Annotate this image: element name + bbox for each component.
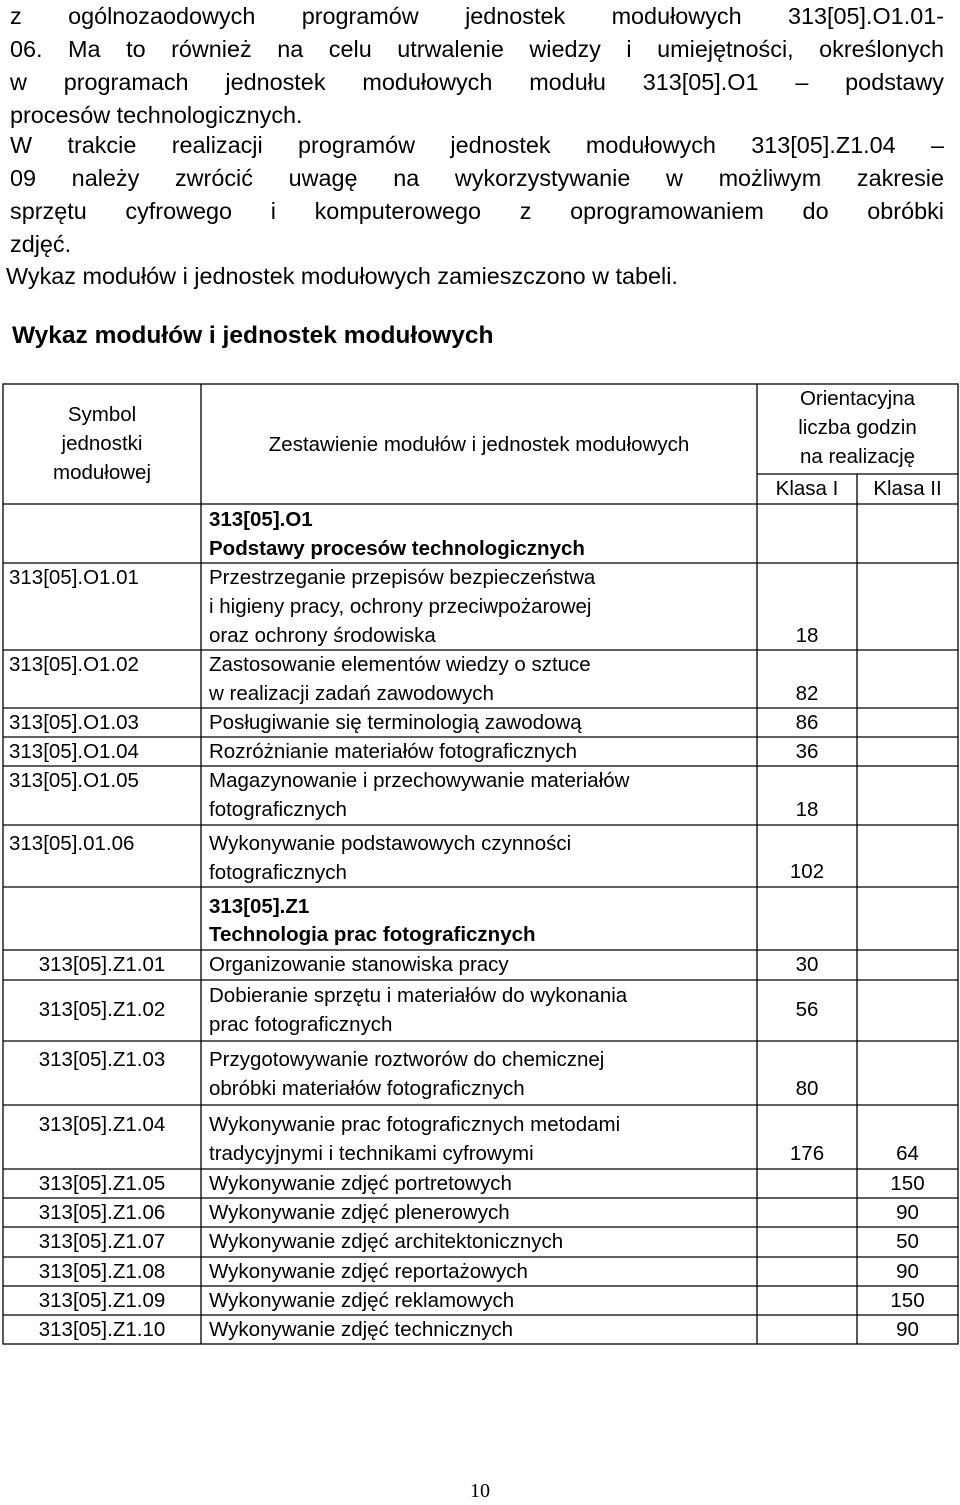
row-description-line: fotograficznych bbox=[209, 798, 347, 821]
hours-klasa-2: 90 bbox=[896, 1201, 919, 1224]
row-description-line: Przygotowywanie roztworów do chemicznej bbox=[209, 1048, 605, 1071]
row-description-line: Wykonywanie podstawowych czynności bbox=[209, 832, 572, 855]
row-description-line: Przestrzeganie przepisów bezpieczeństwa bbox=[209, 566, 596, 589]
header-orientacyjna bbox=[757, 384, 958, 471]
row-symbol: 313[05].Z1.02 bbox=[38, 998, 166, 1021]
text-line: procesów technologicznych. bbox=[10, 102, 303, 128]
hours-klasa-1: 176 bbox=[789, 1142, 825, 1165]
row-description: Rozróżnianie materiałów fotograficznych bbox=[209, 740, 578, 763]
row-description bbox=[209, 650, 591, 708]
header-klasa-2: Klasa II bbox=[873, 477, 942, 500]
intro-paragraph-2 bbox=[10, 129, 944, 261]
row-description bbox=[209, 981, 627, 1039]
row-description bbox=[209, 1045, 604, 1103]
row-description bbox=[209, 1110, 620, 1168]
hours-klasa-2: 90 bbox=[896, 1260, 919, 1283]
row-symbol: 313[05].Z1.03 bbox=[38, 1048, 166, 1071]
table-title: Wykaz modułów i jednostek modułowych bbox=[12, 322, 494, 349]
header-symbol bbox=[3, 400, 201, 487]
hours-klasa-2: 90 bbox=[896, 1318, 919, 1341]
row-symbol: 313[05].Z1.10 bbox=[38, 1318, 166, 1341]
row-description: Wykonywanie zdjęć portretowych bbox=[209, 1172, 512, 1195]
text-line: z ogólnozaodowych programów jednostek modułowych 313[05].O1.01- bbox=[10, 3, 944, 29]
intro-paragraph-3: Wykaz modułów i jednostek modułowych zamieszczono w tabeli. bbox=[6, 263, 678, 289]
row-symbol: 313[05].O1.05 bbox=[9, 769, 139, 792]
hours-klasa-1: 18 bbox=[795, 624, 819, 647]
row-description-line: Zastosowanie elementów wiedzy o sztuce bbox=[209, 653, 591, 676]
row-symbol: 313[05].Z1.05 bbox=[38, 1172, 166, 1195]
row-symbol: 313[05].Z1.07 bbox=[38, 1230, 166, 1253]
hours-klasa-1: 30 bbox=[795, 953, 819, 976]
header-line: modułowej bbox=[53, 461, 151, 484]
intro-paragraph-1 bbox=[10, 0, 944, 132]
module-name-z1: Technologia prac fotograficznych bbox=[209, 923, 536, 946]
row-description-line: Magazynowanie i przechowywanie materiałów bbox=[209, 769, 630, 792]
header-line: jednostki bbox=[61, 432, 143, 455]
text-line: w programach jednostek modułowych modułu 313[05].O1 – podstawy bbox=[10, 69, 944, 95]
module-name-o1: Podstawy procesów technologicznych bbox=[209, 537, 585, 560]
row-description: Wykonywanie zdjęć technicznych bbox=[209, 1318, 514, 1341]
row-description bbox=[209, 563, 595, 650]
header-line: na realizację bbox=[799, 445, 916, 468]
row-description-line: prac fotograficznych bbox=[209, 1013, 393, 1036]
row-description-line: obróbki materiałów fotograficznych bbox=[209, 1077, 525, 1100]
hours-klasa-1: 18 bbox=[795, 798, 819, 821]
row-description: Wykonywanie zdjęć architektonicznych bbox=[209, 1230, 564, 1253]
module-code-z1: 313[05].Z1 bbox=[209, 895, 310, 918]
hours-klasa-2: 50 bbox=[896, 1230, 919, 1253]
row-symbol: 313[05].Z1.01 bbox=[38, 953, 166, 976]
text-line: 06. Ma to również na celu utrwalenie wiedzy i umiejętności, określonych bbox=[10, 36, 944, 62]
row-description-line: Wykonywanie prac fotograficznych metodami bbox=[209, 1113, 621, 1136]
row-symbol: 313[05].O1.01 bbox=[9, 566, 139, 589]
hours-klasa-1: 56 bbox=[795, 998, 819, 1021]
text-line: W trakcie realizacji programów jednostek modułowych 313[05].Z1.04 – bbox=[10, 132, 944, 158]
text-line: sprzętu cyfrowego i komputerowego z oprogramowaniem do obróbki bbox=[10, 198, 944, 224]
module-code-o1: 313[05].O1 bbox=[209, 508, 313, 531]
row-symbol: 313[05].O1.03 bbox=[9, 711, 139, 734]
row-description: Posługiwanie się terminologią zawodową bbox=[209, 711, 582, 734]
row-description: Wykonywanie zdjęć reklamowych bbox=[209, 1289, 515, 1312]
hours-klasa-2: 64 bbox=[896, 1142, 919, 1165]
row-description-line: tradycyjnymi i technikami cyfrowymi bbox=[209, 1142, 534, 1165]
row-symbol: 313[05].O1.04 bbox=[9, 740, 139, 763]
header-zestawienie: Zestawienie modułów i jednostek modułowych bbox=[268, 433, 690, 456]
row-description: Organizowanie stanowiska pracy bbox=[209, 953, 509, 976]
hours-klasa-1: 102 bbox=[789, 860, 825, 883]
header-line: Orientacyjna bbox=[799, 387, 916, 410]
row-description bbox=[209, 766, 629, 824]
hours-klasa-1: 80 bbox=[795, 1077, 819, 1100]
header-line: Symbol bbox=[67, 403, 137, 426]
hours-klasa-2: 150 bbox=[890, 1172, 925, 1195]
header-line: liczba godzin bbox=[798, 416, 917, 439]
hours-klasa-1: 82 bbox=[795, 682, 819, 705]
hours-klasa-1: 86 bbox=[795, 711, 819, 734]
row-description-line: Dobieranie sprzętu i materiałów do wykonania bbox=[209, 984, 628, 1007]
row-symbol: 313[05].Z1.08 bbox=[38, 1260, 166, 1283]
row-symbol: 313[05].Z1.06 bbox=[38, 1201, 166, 1224]
page-number: 10 bbox=[470, 1480, 490, 1502]
row-symbol: 313[05].01.06 bbox=[9, 832, 135, 855]
row-description: Wykonywanie zdjęć reportażowych bbox=[209, 1260, 528, 1283]
hours-klasa-1: 36 bbox=[795, 740, 819, 763]
row-symbol: 313[05].Z1.09 bbox=[38, 1289, 166, 1312]
row-description-line: fotograficznych bbox=[209, 861, 347, 884]
text-line: zdjęć. bbox=[10, 231, 72, 257]
row-description-line: w realizacji zadań zawodowych bbox=[209, 682, 494, 705]
row-symbol: 313[05].Z1.04 bbox=[38, 1113, 166, 1136]
text-line: 09 należy zwrócić uwagę na wykorzystywanie w możliwym zakresie bbox=[10, 165, 944, 191]
hours-klasa-2: 150 bbox=[890, 1289, 925, 1312]
row-symbol: 313[05].O1.02 bbox=[9, 653, 139, 676]
row-description: Wykonywanie zdjęć plenerowych bbox=[209, 1201, 510, 1224]
row-description-line: oraz ochrony środowiska bbox=[209, 624, 436, 647]
row-description bbox=[209, 829, 571, 887]
row-description-line: i higieny pracy, ochrony przeciwpożarowej bbox=[209, 595, 592, 618]
header-klasa-1: Klasa I bbox=[775, 477, 839, 500]
